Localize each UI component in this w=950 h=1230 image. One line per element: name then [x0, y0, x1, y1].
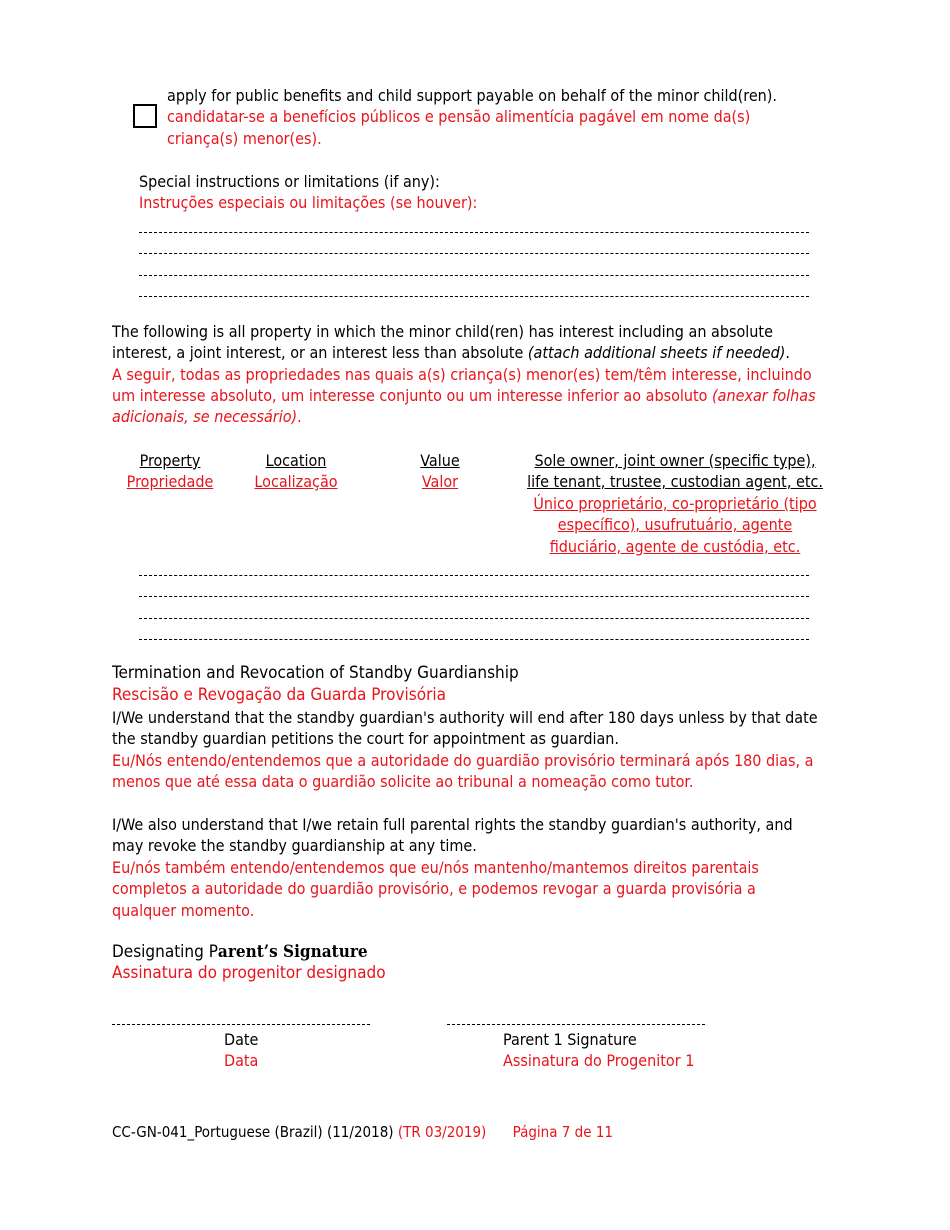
property-line-1[interactable]	[139, 575, 809, 576]
property-line-2[interactable]	[139, 596, 809, 597]
col-owner-en-2: life tenant, trustee, custodian agent, etc.	[527, 472, 823, 491]
footer-page-number: Página 7 de 11	[512, 1123, 613, 1141]
date-label-en: Date	[224, 1030, 259, 1049]
termination-p2-en-2: may revoke the standby guardianship at any time.	[112, 836, 477, 855]
property-line-4[interactable]	[139, 639, 809, 640]
parent1-label-en: Parent 1 Signature	[503, 1030, 637, 1049]
col-location-en: Location	[265, 451, 327, 470]
col-property-en: Property	[139, 451, 201, 470]
termination-p1-pt-2: menos que até essa data o guardião solicite ao tribunal a nomeação como tutor.	[112, 772, 694, 791]
termination-p2-pt-3: qualquer momento.	[112, 901, 255, 920]
termination-p1-en-1: I/We understand that the standby guardian's authority will end after 180 days unless by that date	[112, 708, 818, 727]
special-instructions-label-pt: Instruções especiais ou limitações (se houver):	[139, 193, 478, 212]
parent1-label-pt: Assinatura do Progenitor 1	[503, 1051, 695, 1070]
termination-heading-en: Termination and Revocation of Standby Guardianship	[112, 663, 519, 683]
property-intro-en-1: The following is all property in which the minor child(ren) has interest including an absolute	[112, 322, 773, 341]
footer-form-id: CC-GN-041_Portuguese (Brazil) (11/2018)	[112, 1123, 394, 1141]
checkbox-public-benefits[interactable]	[133, 104, 157, 128]
col-value-pt: Valor	[421, 472, 459, 491]
col-owner-pt-3: fiduciário, agente de custódia, etc.	[549, 537, 801, 556]
property-intro-en-2: interest, a joint interest, or an interest less than absolute (attach additional sheets if needed).	[112, 343, 790, 362]
property-intro-pt-3: adicionais, se necessário).	[112, 407, 302, 426]
property-intro-pt-1: A seguir, todas as propriedades nas quais a(s) criança(s) menor(es) tem/têm interesse, incluindo	[112, 365, 812, 384]
special-instructions-label-en: Special instructions or limitations (if any):	[139, 172, 440, 191]
col-value-en: Value	[420, 451, 460, 470]
special-instructions-line-1[interactable]	[139, 232, 809, 233]
checkbox-label-pt-2: criança(s) menor(es).	[167, 129, 322, 148]
termination-heading-pt: Rescisão e Revogação da Guarda Provisória	[112, 685, 446, 705]
col-property-pt: Propriedade	[126, 472, 214, 491]
special-instructions-line-2[interactable]	[139, 253, 809, 254]
date-line[interactable]	[112, 1024, 370, 1025]
footer	[112, 1122, 613, 1144]
property-intro-pt-2: um interesse absoluto, um interesse conjunto ou um interesse inferior ao absoluto (anexar folhas	[112, 386, 816, 405]
termination-p2-pt-1: Eu/nós também entendo/entendemos que eu/nós mantenho/mantemos direitos parentais	[112, 858, 759, 877]
termination-p1-pt-1: Eu/Nós entendo/entendemos que a autoridade do guardião provisório terminará após 180 dias, a	[112, 751, 814, 770]
signature-heading-en: Designating Parent’s Signature	[112, 942, 368, 962]
footer-tr: (TR 03/2019)	[397, 1123, 487, 1141]
termination-p1-en-2: the standby guardian petitions the court for appointment as guardian.	[112, 729, 619, 748]
col-location-pt: Localização	[254, 472, 338, 491]
col-owner-en-1: Sole owner, joint owner (specific type),	[534, 451, 816, 470]
termination-p2-en-1: I/We also understand that I/we retain full parental rights the standby guardian's authority, and	[112, 815, 793, 834]
col-owner-pt-1: Único proprietário, co-proprietário (tipo	[533, 494, 817, 513]
checkbox-label-pt-1: candidatar-se a benefícios públicos e pensão alimentícia pagável em nome da(s)	[167, 107, 751, 126]
special-instructions-line-3[interactable]	[139, 275, 809, 276]
parent1-signature-line[interactable]	[447, 1024, 705, 1025]
property-line-3[interactable]	[139, 618, 809, 619]
date-label-pt: Data	[224, 1051, 259, 1070]
checkbox-label-en: apply for public benefits and child support payable on behalf of the minor child(ren).	[167, 86, 777, 105]
termination-p2-pt-2: completos a autoridade do guardião provisório, e podemos revogar a guarda provisória a	[112, 879, 756, 898]
special-instructions-line-4[interactable]	[139, 296, 809, 297]
col-owner-pt-2: específico), usufrutuário, agente	[557, 515, 793, 534]
signature-heading-pt: Assinatura do progenitor designado	[112, 963, 386, 983]
